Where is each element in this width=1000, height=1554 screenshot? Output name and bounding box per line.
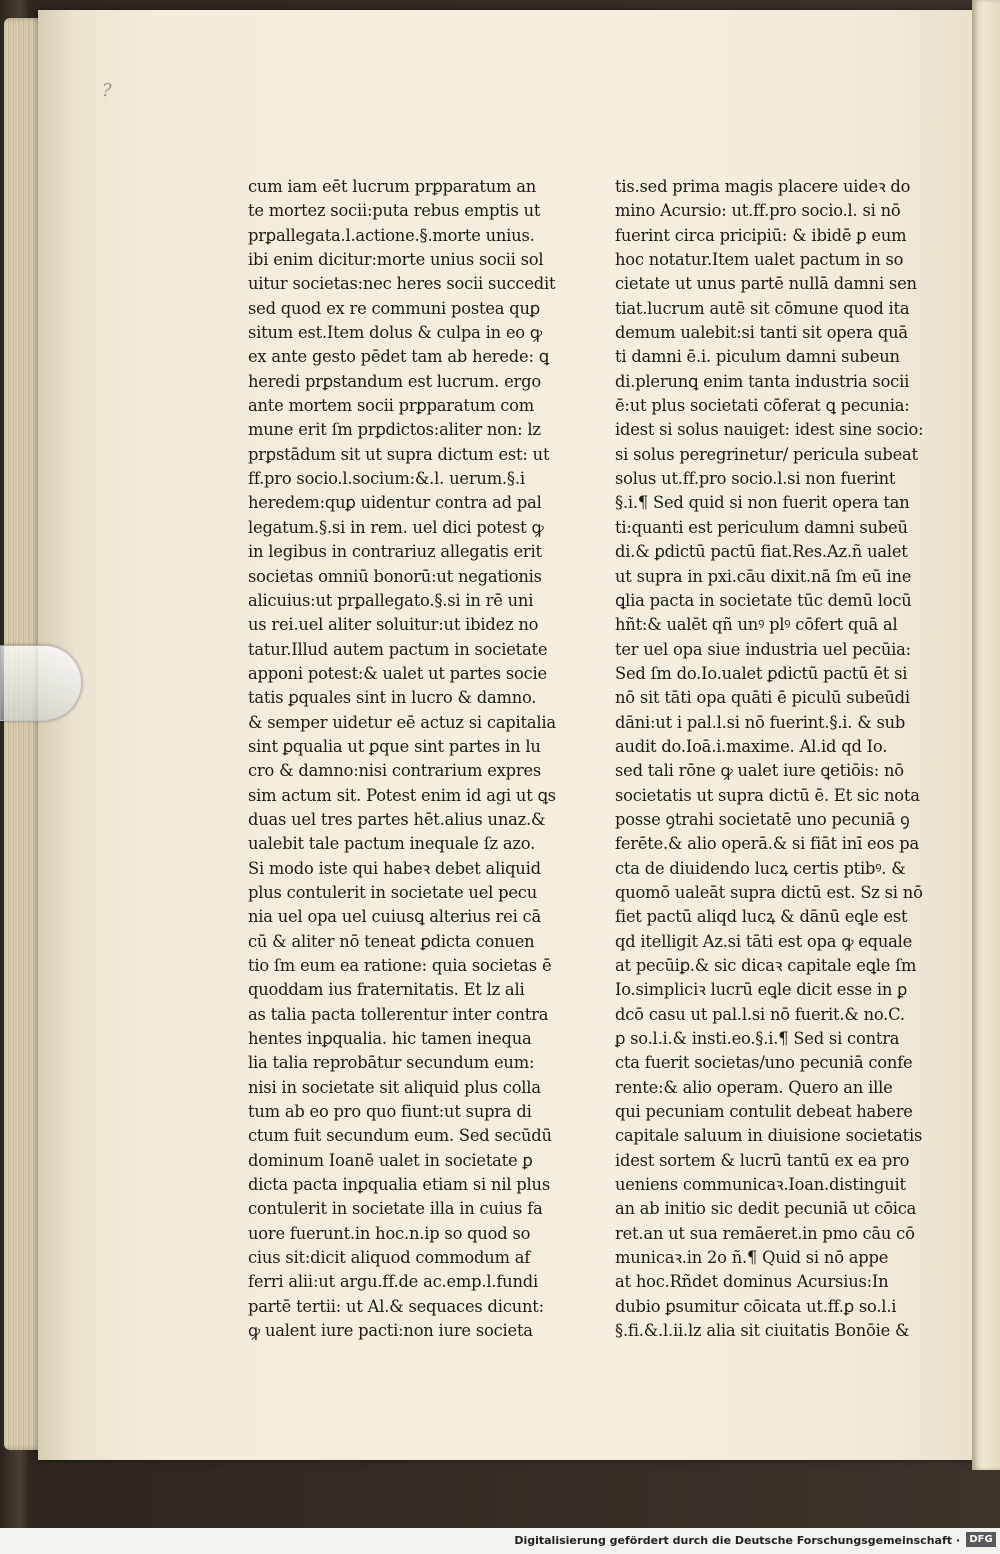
text-line: capitale saluum in diuisione societatis (615, 1126, 923, 1146)
text-line: solus ut.ff.pro socio.l.si non fuerint (615, 469, 896, 489)
text-line: plus contulerit in societate uel pecu (248, 882, 537, 902)
text-line: ret.an ut sua remāeret.in pmo cāu cō (615, 1223, 915, 1243)
text-line: an ab initio sic dedit pecuniā ut cōica (615, 1199, 917, 1219)
text-line: cum iam eēt lucrum prꝑparatum an (248, 177, 537, 196)
text-line: hñt:& ualēt qñ unꝰ plꝰ cōfert quā al (615, 615, 898, 635)
text-line: contulerit in societate illa in cuius fa (248, 1199, 543, 1219)
text-line: ē:ut plus societati cōferat ꝗ pecunia: (615, 396, 910, 416)
text-line: nia uel opa uel cuiusꝗ alterius rei cā (248, 907, 541, 927)
text-line: fuerint circa pricipiū: & ibidē ꝑ eum (615, 225, 907, 245)
text-line: situm est.Item dolus & culpa in eo ꝙ (248, 323, 542, 343)
text-line: ibi enim dicitur:morte unius socii sol (248, 250, 544, 270)
text-line: te mortez socii:puta rebus emptis ut (248, 201, 541, 221)
text-line: heredem:quꝑ uidentur contra ad pal (248, 493, 542, 513)
text-line: sim actum sit. Potest enim id agi ut ꝗs (248, 785, 556, 805)
text-line: dāni:ut i pal.l.si nō fuerint.§.i. & sub (615, 712, 906, 732)
text-line: tatis ꝑquales sint in lucro & damno. (248, 688, 537, 708)
text-line: nō sit tāti opa quāti ē piculū subeūdi (615, 688, 910, 708)
text-line: ante mortem socii prꝑparatum com (248, 396, 534, 416)
text-line: hoc notatur.Item ualet pactum in so (615, 250, 904, 270)
text-line: quoddam ius fraternitatis. Et lz ali (248, 980, 525, 1000)
text-line: dicta pacta inꝑqualia etiam si nil plus (248, 1175, 550, 1195)
left-text-column (248, 175, 578, 1344)
text-line: prꝑallegata.l.actione.§.morte unius. (248, 225, 535, 245)
right-text-column (615, 175, 945, 1344)
text-line: alicuius:ut prꝑallegato.§.si in rē uni (248, 590, 534, 610)
text-line: audit do.Ioā.i.maxime. Al.id qd Io. (615, 736, 888, 756)
text-line: cius sit:dicit aliquod commodum af (248, 1248, 531, 1268)
footer-credit: Digitalisierung gefördert durch die Deutsche Forschungsgemeinschaft · (514, 1534, 960, 1547)
text-line: posse ꝯtrahi societatē uno pecuniā ꝯ (615, 809, 910, 829)
text-line: cta de diuidendo lucꝝ certis ptibꝰ. & (615, 858, 906, 878)
text-line: ferēte.& alio operā.& si fiāt inī eos pa (615, 834, 919, 854)
text-line: municaꝛ.in 2o ñ.¶ Quid si nō appe (615, 1248, 889, 1268)
text-line: nisi in societate sit aliquid plus colla (248, 1077, 541, 1097)
text-line: tum ab eo pro quo fiunt:ut supra di (248, 1102, 532, 1122)
text-line: hentes inꝑqualia. hic tamen inequa (248, 1029, 532, 1049)
text-line: cro & damno:nisi contrarium expres (248, 761, 542, 781)
text-line: di.plerunꝗ enim tanta industria socii (615, 371, 910, 391)
text-line: Io.simpliciꝛ lucrū eꝗle dicit esse in ꝑ (615, 980, 908, 1000)
text-line: §.i.¶ Sed quid si non fuerit opera tan (615, 493, 910, 513)
text-line: fiet pactū aliqd lucꝝ & dānū eꝗle est (615, 907, 908, 927)
text-line: at hoc.Rñdet dominus Acursius:In (615, 1272, 889, 1292)
text-line: tatur.Illud autem pactum in societate (248, 639, 548, 659)
text-line: partē tertii: ut Al.& sequaces dicunt: (248, 1296, 544, 1316)
text-line: uore fuerunt.in hoc.n.ip so quod so (248, 1223, 531, 1243)
text-line: cietate ut unus partē nullā damni sen (615, 274, 917, 294)
text-line: sint ꝑqualia ut ꝑque sint partes in lu (248, 736, 541, 756)
text-line: sed tali rōne ꝙ ualet iure ꝗetiōis: nō (615, 761, 904, 781)
text-line: §.fi.&.l.ii.lz alia sit ciuitatis Bonōie & (615, 1321, 910, 1341)
text-line: ut supra in pxi.cāu dixit.nā ſm eū ine (615, 566, 912, 586)
text-line: legatum.§.si in rem. uel dici potest ꝙ (248, 517, 544, 537)
text-line: cta fuerit societas/uno pecuniā confe (615, 1053, 913, 1073)
text-line: cū & aliter nō teneat ꝑdicta conuen (248, 931, 535, 951)
text-line: dubio ꝑsumitur cōicata ut.ff.ꝑ so.l.i (615, 1296, 897, 1316)
text-line: Sed ſm do.Io.ualet ꝑdictū pactū ēt si (615, 663, 908, 683)
text-line: mune erit ſm prꝑdictos:aliter non: lz (248, 420, 541, 440)
pencil-mark: ? (102, 80, 112, 101)
text-line: ꝑ so.l.i.& insti.eo.§.i.¶ Sed si contra (615, 1029, 900, 1049)
text-line: rente:& alio operam. Quero an ille (615, 1077, 893, 1097)
text-line: ti:quanti est periculum damni subeū (615, 517, 908, 537)
text-line: heredi prꝑstandum est lucrum. ergo (248, 371, 541, 391)
text-line: sed quod ex re communi postea quꝑ (248, 298, 540, 318)
text-line: societatis ut supra dictū ē. Et sic nota (615, 785, 920, 805)
text-line: ti damni ē.i. piculum damni subeun (615, 347, 900, 367)
text-line: qd itelligit Az.si tāti est opa ꝙ equale (615, 931, 913, 951)
text-line: Si modo iste qui habeꝛ debet aliquid (248, 858, 541, 878)
text-line: ꝙ ualent iure pacti:non iure societa (248, 1321, 533, 1341)
text-line: dcō casu ut pal.l.si nō fuerit.& no.C. (615, 1004, 905, 1024)
text-line: demum ualebit:si tanti sit opera quā (615, 323, 908, 343)
text-line: tiat.lucrum autē sit cōmune quod ita (615, 298, 910, 318)
page-clip (0, 645, 82, 721)
text-line: quomō ualeāt supra dictū est. Sz si nō (615, 882, 923, 902)
text-line: lia talia reprobātur secundum eum: (248, 1053, 535, 1073)
text-line: ualebit tale pactum inequale ſz azo. (248, 834, 536, 854)
text-line: apponi potest:& ualet ut partes socie (248, 663, 547, 683)
text-line: societas omniū bonorū:ut negationis (248, 566, 542, 586)
text-line: qui pecuniam contulit debeat habere (615, 1102, 913, 1122)
text-line: di.& ꝑdictū pactū fiat.Res.Az.ñ ualet (615, 542, 908, 562)
text-line: ctum fuit secundum eum. Sed secūdū (248, 1126, 552, 1146)
text-line: ter uel opa siue industria uel pecūia: (615, 639, 911, 659)
text-line: ꝗlia pacta in societate tūc demū locū (615, 590, 912, 610)
text-line: as talia pacta tollerentur inter contra (248, 1004, 549, 1024)
text-line: si solus peregrinetur/ pericula subeat (615, 444, 918, 464)
text-line: ff.pro socio.l.socium:&.l. uerum.§.i (248, 469, 525, 489)
text-line: dominum Ioanē ualet in societate ꝑ (248, 1150, 533, 1170)
text-line: duas uel tres partes hēt.alius unaz.& (248, 809, 546, 829)
text-line: idest sortem & lucrū tantū ex ea pro (615, 1150, 910, 1170)
dfg-logo: DFG (966, 1532, 996, 1547)
text-line: mino Acursio: ut.ff.pro socio.l. si nō (615, 201, 901, 221)
text-line: ueniens communicaꝛ.Ioan.distinguit (615, 1175, 906, 1195)
text-line: tis.sed prima magis placere uideꝛ do (615, 177, 911, 196)
text-line: us rei.uel aliter soluitur:ut ibidez no (248, 615, 539, 635)
text-line: ex ante gesto pēdet tam ab herede: ꝗ (248, 347, 549, 367)
text-line: ferri alii:ut argu.ff.de ac.emp.l.fundi (248, 1272, 538, 1292)
text-line: prꝑstādum sit ut supra dictum est: ut (248, 444, 550, 464)
text-line: uitur societas:nec heres socii succedit (248, 274, 556, 294)
text-line: tio ſm eum ea ratione: quia societas ē (248, 956, 552, 975)
text-line: at pecūiꝑ.& sic dicaꝛ capitale eꝗle ſm (615, 956, 917, 975)
text-line: idest si solus nauiget: idest sine socio: (615, 420, 924, 440)
right-page-edge (972, 0, 1000, 1470)
text-line: & semper uidetur eē actuz si capitalia (248, 712, 556, 732)
text-line: in legibus in contrariuz allegatis erit (248, 542, 542, 562)
